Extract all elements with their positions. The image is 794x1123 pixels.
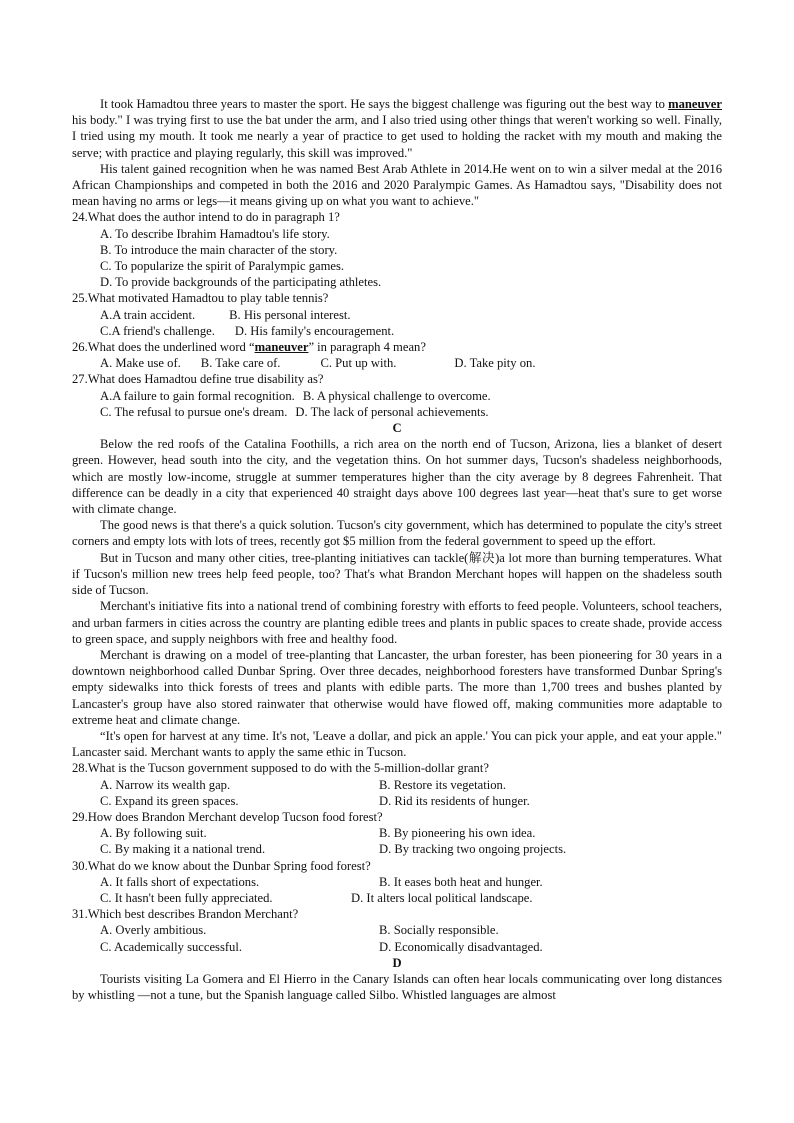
question-29-stem: 29.How does Brandon Merchant develop Tucson food forest? (72, 809, 383, 824)
question-31-stem: 31.Which best describes Brandon Merchant? (72, 907, 299, 922)
question-30-stem: 30.What do we know about the Dunbar Spring food forest? (72, 858, 371, 873)
question-27-stem: 27.What does Hamadtou define true disability as? (72, 372, 324, 387)
option-row: A. By following suit. B. By pioneering his own idea. (100, 826, 536, 841)
passage-paragraph: But in Tucson and many other cities, tree-planting initiatives can tackle(解决)a lot more than burning temperatures. What if Tucson's million new trees help feed people, too? That's what Brandon Merchant hopes will happen on the shadeless south side of Tucson. (72, 550, 722, 598)
passage-paragraph: Merchant is drawing on a model of tree-planting that Lancaster, the urban forester, has been pioneering for 30 years in a downtown neighborhood called Dunbar Spring. Over three decades, neighborhood foresters have transformed Dunbar Spring's empty sidewalks into thick forests of trees and plants with edible parts. The more than 1,700 trees and bushes planted by Lancaster's group have also stored rainwater that otherwise would have flowed off, making communities more adaptable to extreme heat and climate change. (72, 647, 722, 727)
option: B. To introduce the main character of the story. (100, 242, 338, 257)
option-row: A.A failure to gain formal recognition. B. A physical challenge to overcome. (100, 388, 491, 403)
option-row: C. By making it a national trend. D. By tracking two ongoing projects. (100, 842, 567, 857)
passage-paragraph: Tourists visiting La Gomera and El Hierro in the Canary Islands can often hear locals communicating over long distances by whistling —not a tune, but the Spanish language called Silbo. Whistled languages are almost (72, 971, 722, 1003)
section-heading-c: C (392, 421, 402, 436)
question-24-stem: 24.What does the author intend to do in paragraph 1? (72, 210, 340, 225)
passage-paragraph: It took Hamadtou three years to master the sport. He says the biggest challenge was figuring out the best way to maneuver his body." I was trying first to use the bat under the arm, and I also tried using other things that weren't working so well. Finally, I tried using my mouth. It took me nearly a year of practice to get used to holding the racket with my mouth and making the serve; with practice and playing regularly, this skill was improved." (72, 97, 722, 160)
option-row: C. Expand its green spaces. D. Rid its residents of hunger. (100, 793, 530, 808)
option-row: C. It hasn't been fully appreciated. D. It alters local political landscape. (100, 890, 533, 905)
option-row: A. It falls short of expectations. B. It eases both heat and hunger. (100, 874, 543, 889)
passage-paragraph: The good news is that there's a quick solution. Tucson's city government, which has determined to populate the city's street corners and empty lots with lots of trees, recently got $5 million from the federal government to speed up the effort. (72, 518, 722, 549)
exam-page (72, 96, 722, 1003)
underlined-word: maneuver (254, 340, 309, 355)
question-28-stem: 28.What is the Tucson government supposed to do with the 5-million-dollar grant? (72, 761, 489, 776)
option-row: A. Narrow its wealth gap. B. Restore its vegetation. (100, 777, 506, 792)
passage-paragraph: His talent gained recognition when he was named Best Arab Athlete in 2014.He went on to win a silver medal at the 2016 African Championships and competed in both the 2016 and 2020 Paralympic Games. As Hamadtou says, "Disability does not mean having no arms or legs—it means giving up on what you want to achieve." (72, 161, 722, 209)
question-25-stem: 25.What motivated Hamadtou to play table tennis? (72, 291, 329, 306)
section-heading-d: D (392, 955, 402, 970)
option-row: A. Overly ambitious. B. Socially responsible. (100, 923, 499, 938)
option: A. To describe Ibrahim Hamadtou's life story. (100, 226, 330, 241)
passage-paragraph: Below the red roofs of the Catalina Foothills, a rich area on the north end of Tucson, Arizona, lies a blanket of desert green. However, head south into the city, and the vegetation thins. On hot summer days, Tucson's shadeless neighborhoods, which are mostly low-income, struggle at summer temperatures higher than the city average by 8 degrees Fahrenheit. That difference can be deadly in a city that experienced 40 straight days above 100 degrees last year—heat that's sure to get worse with climate change. (72, 437, 722, 517)
option-row: C. Academically successful. D. Economically disadvantaged. (100, 939, 543, 954)
question-26-stem: 26.What does the underlined word “maneuver” in paragraph 4 mean? (72, 340, 426, 355)
option-row: C. The refusal to pursue one's dream. D. The lack of personal achievements. (100, 404, 489, 419)
option: D. To provide backgrounds of the participating athletes. (100, 275, 382, 290)
passage-paragraph: Merchant's initiative fits into a national trend of combining forestry with efforts to feed people. Volunteers, school teachers, and urban farmers in cities across the country are planting edible trees and plants in public spaces to create shade, provide access to green space, and supply neighbors with free and healthy food. (72, 599, 722, 646)
option: C. To popularize the spirit of Paralympic games. (100, 259, 345, 274)
option-row: C.A friend's challenge. D. His family's encouragement. (100, 323, 395, 338)
passage-paragraph: “It's open for harvest at any time. It's not, 'Leave a dollar, and pick an apple.' You can pick your apple, and eat your apple." Lancaster said. Merchant wants to apply the same ethic in Tucson. (72, 728, 722, 760)
underlined-word: maneuver (668, 97, 722, 111)
option-row: A.A train accident. B. His personal interest. (100, 307, 351, 322)
option-row: A. Make use of. B. Take care of. C. Put up with. D. Take pity on. (100, 356, 536, 371)
